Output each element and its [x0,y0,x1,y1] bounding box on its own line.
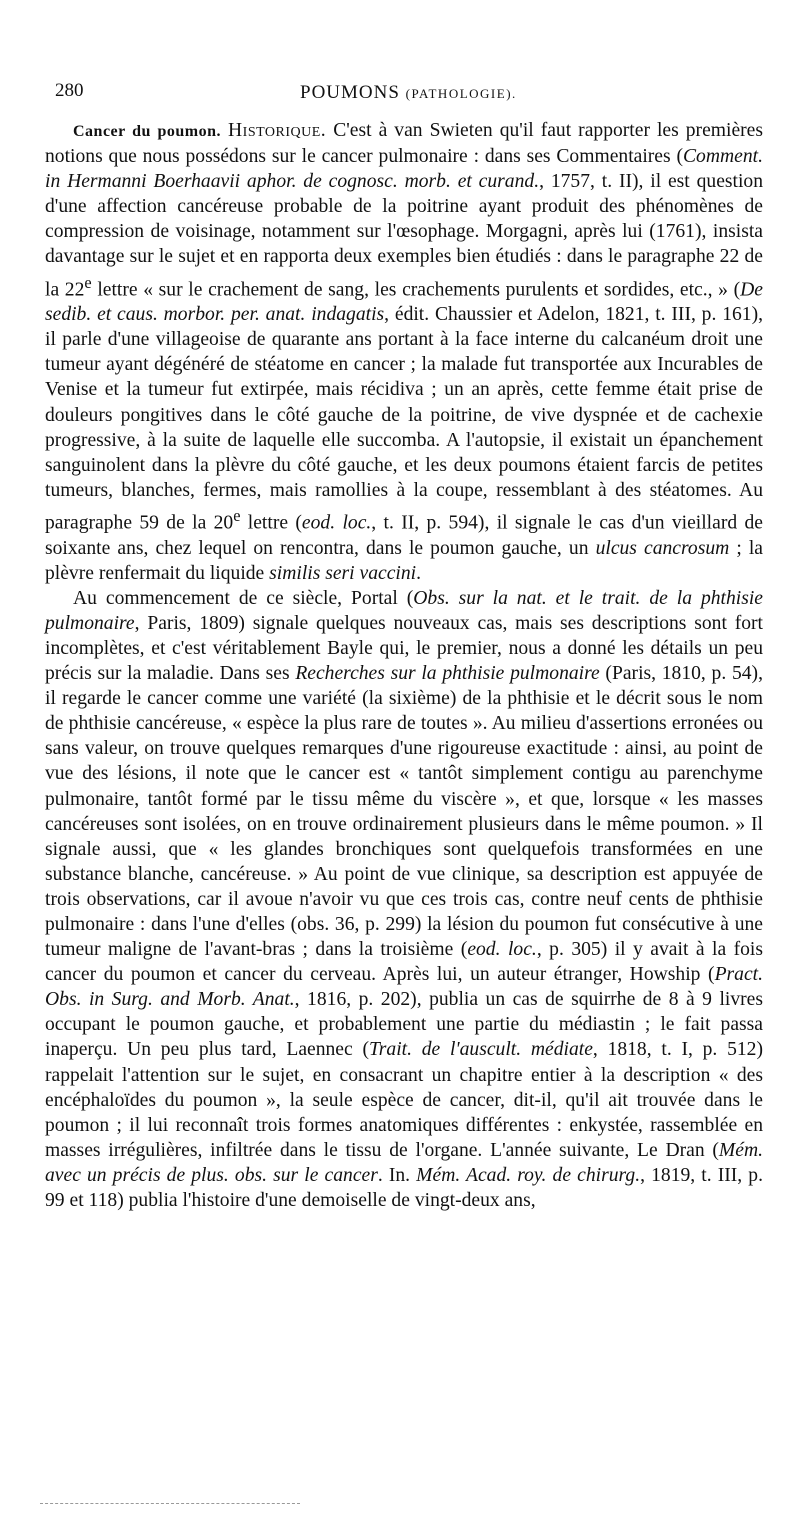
citation: eod. loc. [301,512,372,534]
body-text [45,118,763,1213]
superscript: e [233,505,241,525]
citation: De sedib. et caus. morbor. per. anat. indagatis [45,279,764,326]
superscript: e [84,272,92,292]
running-title [300,82,517,104]
footer-rule [40,1503,300,1504]
text-run: C'est à van Swieten qu'il faut rapporter les premières notions que nous possédons sur le cancer pulmonaire : dans ses Commentaires ( [45,120,763,168]
citation: Mém. avec un précis de plus. obs. sur le cancer [45,1139,763,1186]
text-run: , p. 305) il y avait à la fois cancer du poumon et cancer du cerveau. Après lui, un auteur étranger, Howship ( [45,939,763,986]
text-run: lettre « sur le crachement de sang, les crachements purulents et sordides, etc., » ( [91,279,741,301]
latin-term: similis seri vaccini [269,562,417,584]
text-run: , 1819, t. III, p. 99 et 118) publia l'histoire d'une demoiselle de vingt-deux ans, [45,1164,764,1211]
text-run: , 1818, t. I, p. 512) rappelait l'attention sur le sujet, en consacrant un chapitre entier à la description « des encéphaloïdes du poumon », la seule espèce de cancer, dit-il, qu'il ait trouvée dans le poumon ; il lui reconnaît trois formes anatomiques différentes : enkystée, rassemblée en masses irrégulières, infiltrée dans le tissu de l'organe. L'année suivante, Le Dran ( [45,1039,763,1161]
text-run: lettre ( [240,512,302,534]
text-run: (Paris, 1810, p. 54), il regarde le cancer comme une variété (la sixième) de la phthisie et le décrit sous le nom de phthisie cancéreuse, « espèce la plus rare de toutes ». Au milieu d'assertions erronées ou sans valeur, on trouve quelques remarques d'une rigoureuse exactitude : ainsi, au point de vue des lésions, il note que le cancer est « tantôt simplement contigu au parenchyme pulmonaire, tantôt formé par le tissu même du viscère », et que, lorsque « les masses cancéreuses sont isolées, on en trouve ordinairement plusieurs dans le même poumon. » Il signale aussi, que « les glandes bronchiques sont quelquefois transformées en une substance blanche, cancéreuse. » Au point de vue clinique, sa description est appuyée de trois observations, car il avoue n'avoir vu que ces trois cas, contre neuf cents de phthisie pulmonaire : dans l'une d'elles (obs. 36, p. 299) la lésion du poumon fut consécutive à une tumeur maligne de l'avant-bras ; dans la troisième ( [45,663,763,961]
text-run: , 1757, t. II), il est question d'une affection cancéreuse probable de la poitrine ayant produit des phénomènes de compression de voisinage, notamment sur l'œsophage. Morgagni, après lui (1761), insista davantage sur le sujet et en rapporta deux exemples bien étudiés : dans le paragraphe 22 de la 22 [45,171,763,301]
section-title: Cancer du poumon. [73,123,221,140]
citation: Mém. Acad. roy. de chirurg. [416,1164,641,1186]
section-label: Historique. [228,120,327,141]
text-run: . [416,562,421,584]
paragraph-historique [45,118,763,586]
citation: eod. loc. [467,939,537,961]
page-header [55,80,755,110]
text-run: , t. II, p. 594), il signale le cas d'un vieillard de soixante ans, chez lequel on rencontra, dans le poumon gauche, un [45,512,763,559]
text-run: . In. [377,1164,417,1186]
citation: Trait. de l'auscult. médiate [368,1039,593,1061]
citation: Obs. sur la nat. et le trait. de la phthisie pulmonaire [45,587,763,634]
paragraph-portal-bayle [45,586,763,1213]
page-number: 280 [55,80,84,101]
text-run: , Paris, 1809) signale quelques nouveaux cas, mais ses descriptions sont fort incomplètes, et c'est véritablement Bayle qui, le premier, nous a donné les détails un peu précis sur la maladie. Dans ses [45,612,763,685]
running-title-main: POUMONS [300,82,400,103]
citation: Pract. Obs. in Surg. and Morb. Anat. [45,964,763,1011]
text-run: , 1816, p. 202), publia un cas de squirrhe de 8 à 9 livres occupant le poumon gauche, et probablement une partie du médiastin ; le fait passa inaperçu. Un peu plus tard, Laennec ( [45,989,763,1061]
citation: Comment. in Hermanni Boerhaavii aphor. de cognosc. morb. et curand. [45,146,763,193]
running-title-subtitle: (PATHOLOGIE). [405,86,517,101]
citation: Recherches sur la phthisie pulmonaire [295,663,600,685]
text-run: Au commencement de ce siècle, Portal ( [73,587,414,609]
text-run: , édit. Chaussier et Adelon, 1821, t. III, p. 161), il parle d'une villageoise de quarante ans portant à la face interne du calcanéum droit une tumeur ayant dégénéré de stéatome en cancer ; la malade fut transportée aux Incurables de Venise et la tumeur fut extirpée, mais récidiva ; un an après, cette femme était prise de douleurs pongitives dans le côté gauche de la poitrine, de vive dyspnée et de cachexie progressive, à la suite de laquelle elle succomba. A l'autopsie, il existait un épanchement sanguinolent dans la plèvre du côté gauche, et les deux poumons étaient farcis de petites tumeurs, blanches, fermes, mais ramollies à la coupe, ressemblant à des stéatomes. Au paragraphe 59 de la 20 [45,304,764,534]
latin-term: ulcus cancrosum [595,537,730,559]
text-run: ; la plèvre renfermait du liquide [45,537,763,584]
